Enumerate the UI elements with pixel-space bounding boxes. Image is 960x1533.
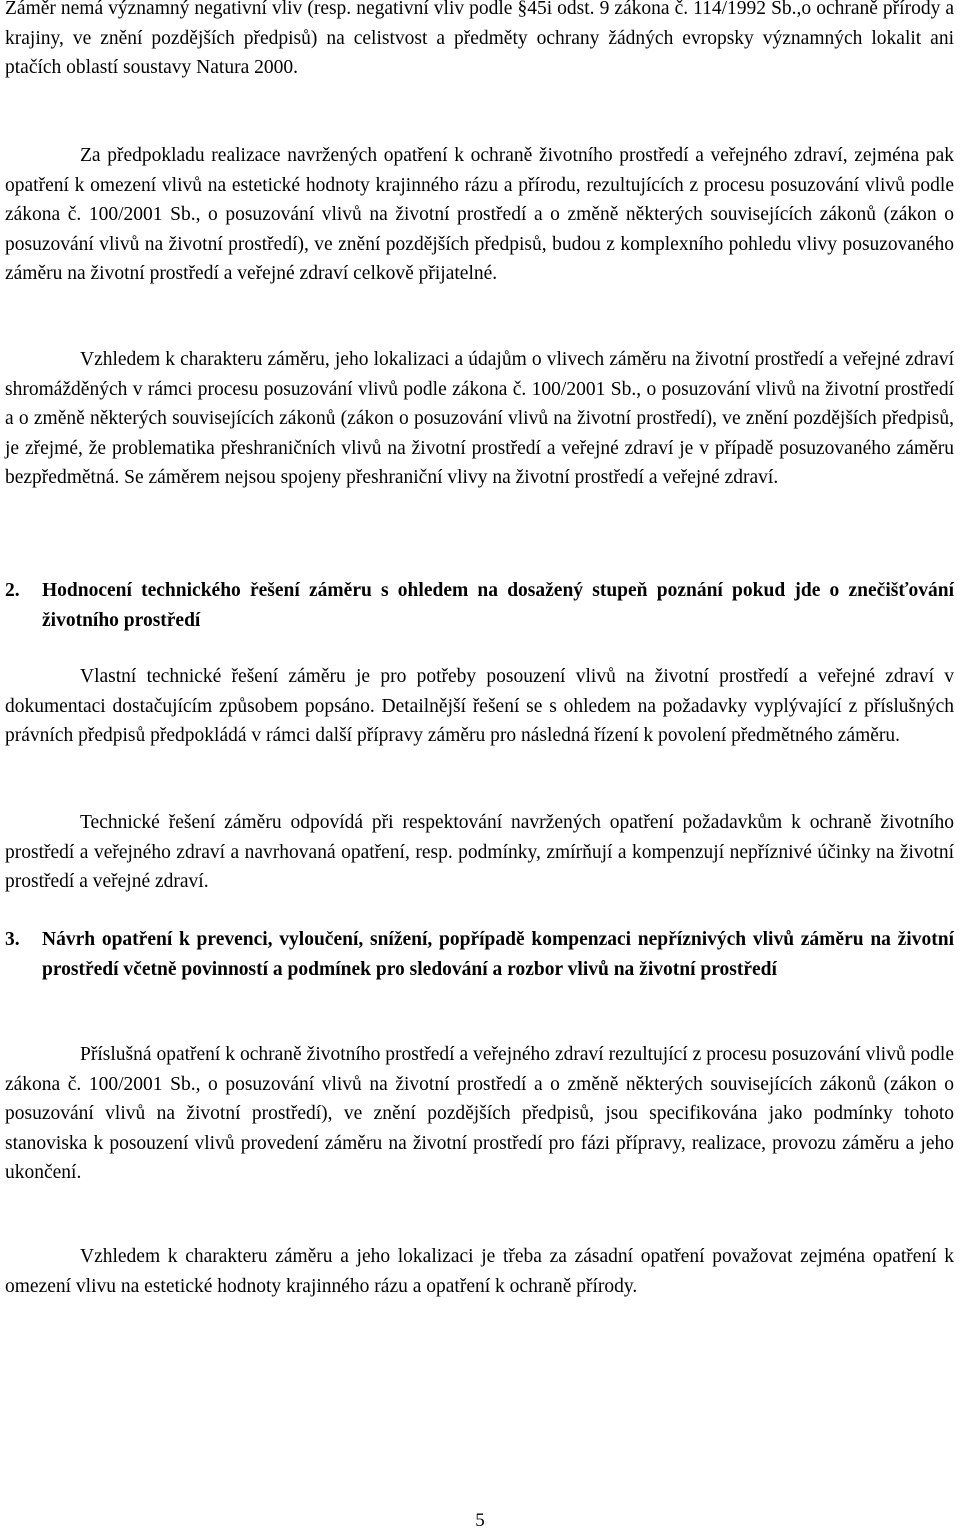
paragraph-precondition-measures: Za předpokladu realizace navržených opatření k ochraně životního prostředí a veřejného zdraví, zejména pak opatření k omezení vlivů na estetické hodnoty krajinného rázu a přírodu, rezultujících z procesu posuzování vlivů podle zákona č. 100/2001 Sb., o posuzování vlivů na životní prostředí a o změně některých souvisejících zákonů (zákon o posuzování vlivů na životní prostředí), ve znění pozdějších předpisů, budou z komplexního pohledu vlivy posuzovaného záměru na životní prostředí a veřejné zdraví celkově přijatelné. [5, 145, 954, 285]
section-heading-3 [5, 925, 954, 984]
paragraph-technical-solution: Vlastní technické řešení záměru je pro potřeby posouzení vlivů na životní prostředí a veřejné zdraví v dokumentaci dostačujícím způsobem popsáno. Detailnější řešení se s ohledem na požadavky vyplývající z příslušných právních předpisů předpokládá v rámci další přípravy záměru pro následná řízení k povolení předmětného záměru. [5, 666, 954, 747]
section-title-3: Návrh opatření k prevenci, vyloučení, snížení, popřípadě kompenzaci nepříznivých vlivů záměru na životní prostředí včetně povinností a podmínek pro sledování a rozbor vlivů na životní prostředí [42, 929, 954, 980]
paragraph-transboundary-impacts: Vzhledem k charakteru záměru, jeho lokalizaci a údajům o vlivech záměru na životní prostředí a veřejné zdraví shromážděných v rámci procesu posuzování vlivů podle zákona č. 100/2001 Sb., o posuzování vlivů na životní prostředí a o změně některých souvisejících zákonů (zákon o posuzování vlivů na životní prostředí), ve znění pozdějších předpisů, je zřejmé, že problematika přeshraničních vlivů na životní prostředí a veřejné zdraví je v případě posuzovaného záměru bezpředmětná. Se záměrem nejsou spojeny přeshraniční vlivy na životní prostředí a veřejné zdraví. [5, 349, 954, 489]
section-number-2: 2. [5, 580, 20, 601]
paragraph-key-measures: Vzhledem k charakteru záměru a jeho lokalizaci je třeba za zásadní opatření považovat zejména opatření k omezení vlivu na estetické hodnoty krajinného rázu a opatření k ochraně přírody. [5, 1246, 954, 1297]
page-number: 5 [475, 1510, 485, 1531]
paragraph-natura-2000: Záměr nemá významný negativní vliv (resp. negativní vliv podle §45i odst. 9 zákona č. 114/1992 Sb.,o ochraně přírody a krajiny, ve znění pozdějších předpisů) na celistvost a předměty ochrany žádných evropsky významných lokalit ani ptačích oblastí soustavy Natura 2000. [5, 0, 954, 79]
section-number-3: 3. [5, 929, 20, 950]
paragraph-technical-compliance: Technické řešení záměru odpovídá při respektování navržených opatření požadavkům k ochraně životního prostředí a veřejného zdraví a navrhovaná opatření, resp. podmínky, zmírňují a kompenzují nepříznivé účinky na životní prostředí a veřejné zdraví. [5, 812, 954, 893]
section-heading-2 [5, 576, 954, 635]
section-title-2: Hodnocení technického řešení záměru s ohledem na dosažený stupeň poznání pokud jde o znečišťování životního prostředí [42, 580, 954, 631]
paragraph-relevant-measures: Příslušná opatření k ochraně životního prostředí a veřejného zdraví rezultující z procesu posuzování vlivů podle zákona č. 100/2001 Sb., o posuzování vlivů na životní prostředí a o změně některých souvisejících zákonů (zákon o posuzování vlivů na životní prostředí), ve znění pozdějších předpisů, jsou specifikována jako podmínky tohoto stanoviska k posouzení vlivů provedení záměru na životní prostředí pro fázi přípravy, realizace, provozu záměru a jeho ukončení. [5, 1044, 954, 1184]
